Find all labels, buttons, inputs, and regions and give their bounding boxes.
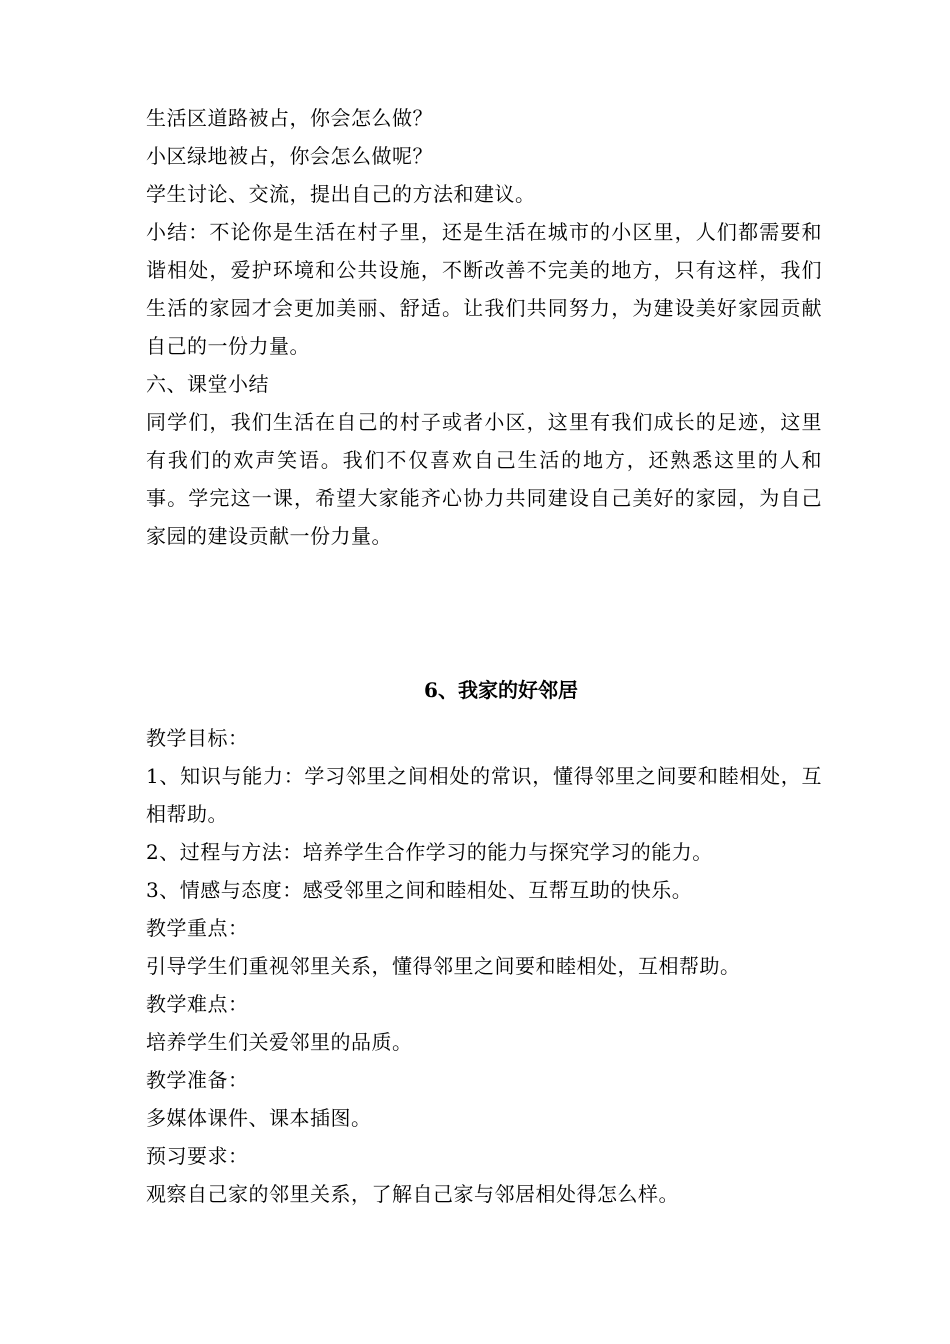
difficulties-text: 培养学生们关爱邻里的品质。 [146, 1030, 413, 1054]
preview-text: 观察自己家的邻里关系，了解自己家与邻居相处得怎么样。 [146, 1182, 679, 1206]
key-points-text: 引导学生们重视邻里关系，懂得邻里之间要和睦相处，互相帮助。 [146, 954, 741, 978]
heading-difficulties: 教学难点： [146, 992, 249, 1016]
student-discussion: 学生讨论、交流，提出自己的方法和建议。 [146, 182, 536, 206]
goal-knowledge: 1、知识与能力：学习邻里之间相处的常识，懂得邻里之间要和睦相处，互相帮助。 [146, 764, 822, 826]
lesson-5-continuation [146, 99, 822, 555]
heading-key-points: 教学重点： [146, 916, 249, 940]
preparation-text: 多媒体课件、课本插图。 [146, 1106, 372, 1130]
lesson-title: 6、我家的好邻居 [424, 678, 578, 702]
heading-preview: 预习要求： [146, 1144, 249, 1168]
section-heading-class-summary: 六、课堂小结 [146, 372, 269, 396]
lesson-6-plan [146, 719, 822, 1213]
heading-teaching-goals: 教学目标： [146, 726, 249, 750]
summary-paragraph: 小结：不论你是生活在村子里，还是生活在城市的小区里，人们都需要和谐相处，爱护环境和公共设施，不断改善不完美的地方，只有这样，我们生活的家园才会更加美丽、舒适。让我们共同努力，为建设美好家园贡献自己的一份力量。 [146, 220, 822, 358]
question-green-space-occupied: 小区绿地被占，你会怎么做呢？ [146, 144, 433, 168]
question-road-occupied: 生活区道路被占，你会怎么做？ [146, 106, 433, 130]
heading-preparation: 教学准备： [146, 1068, 249, 1092]
goal-process: 2、过程与方法：培养学生合作学习的能力与探究学习的能力。 [146, 840, 713, 864]
goal-attitude: 3、情感与态度：感受邻里之间和睦相处、互帮互助的快乐。 [146, 878, 693, 902]
class-summary-paragraph: 同学们，我们生活在自己的村子或者小区，这里有我们成长的足迹，这里有我们的欢声笑语。我们不仅喜欢自己生活的地方，还熟悉这里的人和事。学完这一课，希望大家能齐心协力共同建设自己美好的家园，为自己家园的建设贡献一份力量。 [146, 410, 822, 548]
